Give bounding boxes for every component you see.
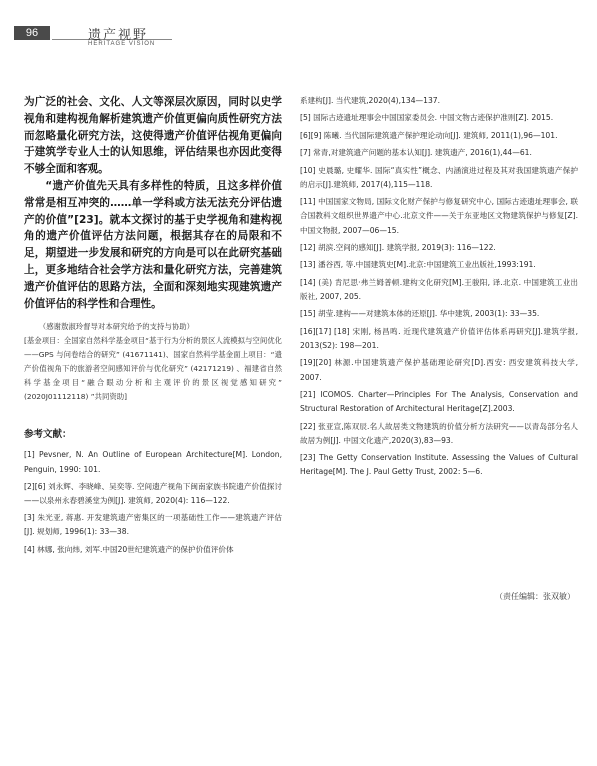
- reference-item: [13] 潘谷西, 等.中国建筑史[M].北京:中国建筑工业出版社,1993:191.: [300, 260, 536, 270]
- reference-item: [15] 胡莹.建构——对建筑本体的还原[J]. 华中建筑, 2003(1): 33—35.: [300, 309, 540, 319]
- reference-item: [19][20] 林源.中国建筑遗产保护基础理论研究[D].西安: 西安建筑科技大学, 2007.: [300, 358, 578, 382]
- body-paragraph-1: 为广泛的社会、文化、人文等深层次原因，同时以史学视角和建构视角解析建筑遗产价值更偏向质性研究方法而忽略量化研究方法，这使得遗产价值评估视角更偏向于建筑学专业人士的认知思维，评估结果也亦因此变得不够全面和客观。: [24, 96, 282, 176]
- editor-note: （责任编辑：张双敏）: [495, 592, 575, 601]
- journal-title: 遗产视野: [88, 28, 149, 43]
- reference-item: [16][17] [18] 宋刚, 杨昌鸣. 近现代建筑遗产价值评估体系再研究[J].建筑学报, 2013(S2): 198—201.: [300, 326, 578, 350]
- funding-note: [24, 320, 282, 404]
- reference-item: [23] The Getty Conservation Institute. Assessing the Values of Cultural Heritage[M]. The J. Paul Getty Trust, 2002: 5—6.: [300, 453, 578, 477]
- reference-item: [3] 朱光亚, 蒋惠. 开发建筑遗产密集区的一项基础性工作——建筑遗产评估[J]. 规划师, 1996(1): 33—38.: [24, 513, 282, 537]
- right-column: [300, 94, 578, 483]
- journal-subtitle: HERITAGE VISION: [88, 41, 156, 47]
- reference-item: [4] 林娜, 张向炜, 刘军.中国20世纪建筑遗产的保护价值评价体: [24, 544, 234, 554]
- reference-item: [22] 张亚宣,陈双辰.名人故居类文物建筑的价值分析方法研究——以青岛部分名人故居为例[J]. 中国文化遗产,2020(3),83—93.: [300, 421, 578, 445]
- reference-item: [2][6] 刘永辉、李晓峰、吴奕等. 空间遗产视角下闽南家族书院遗产价值探讨——以泉州永春碧溪堂为例[J]. 建筑师, 2020(4): 116—122.: [24, 481, 282, 505]
- references-title: 参考文献：: [24, 429, 72, 441]
- reference-item: [10] 史晨璐, 史耀华. 国际“真实性”概念、内涵演进过程及其对我国建筑遗产保护的启示[J].建筑师, 2017(4),115—118.: [300, 165, 578, 189]
- funding-text: [基金项目：全国家自然科学基金项目“基于行为分析的景区人流模拟与空间优化——GPS 与问卷结合的研究” (41671141)、国家自然科学基金面上项目：“遗产价值视角下的旅游者空间感知评价与优化研究” (42171219) 、福建省自然科学基金项目“融合眼动分析和主观评价的景区视觉感知研究” (2020J01112118) ”共同资助]: [24, 336, 282, 402]
- reference-item: [12] 胡滨.空间的感知[J]. 建筑学报, 2019(3): 116—122.: [300, 242, 496, 252]
- reference-item: [5] 国际古迹遗址理事会中国国家委员会. 中国文物古迹保护准则[Z]. 2015.: [300, 113, 554, 123]
- reference-item: [1] Pevsner, N. An Outline of European Architecture[M]. London, Penguin, 1990: 101.: [24, 450, 282, 474]
- left-column: [24, 94, 282, 560]
- reference-item: [14] (美) 肯尼思·弗兰姆普顿.建构文化研究[M].王骏阳, 译.北京. 中国建筑工业出版社, 2007, 205.: [300, 277, 578, 301]
- acknowledgment: （感谢敖淑玲督导对本研究给予的支持与协助）: [38, 322, 195, 332]
- reference-item: 系建构[J]. 当代建筑,2020(4),134—137.: [300, 96, 441, 105]
- reference-item: [21] ICOMOS. Charter—Principles For The Analysis, Conservation and Structural Restoration of Architectural Heritage[Z].2003.: [300, 389, 578, 414]
- reference-item: [7] 常青,对建筑遗产问题的基本认知[J]. 建筑遗产, 2016(1),44—61.: [300, 148, 532, 158]
- body-paragraph-2: “遗产价值先天具有多样性的特质，且这多样价值常常是相互冲突的……单一学科或方法无法充分评估遗产的价值”[23]。就本文探讨的基于史学视角和建构视角的遗产价值评估方法问题，根据其存在的局限和不足，期望进一步发展和研究的方向是可以在此研究基础上，更多地结合社会学方法和量化研究方法，完善建筑遗产价值评估的思路方法，全面和深刻地实现建筑遗产价值评估的科学性和合理性。: [24, 179, 282, 310]
- reference-item: [11] 中国国家文物局, 国际文化财产保护与修复研究中心, 国际古迹遗址理事会, 联合国教科文组织世界遗产中心.北京文件——关于东亚地区文物建筑保护与修复[Z]. 中国文物报, 2007—06—15.: [300, 197, 578, 235]
- page-number: 96: [14, 26, 50, 40]
- reference-item: [6][9] 陈曦. 当代国际建筑遗产保护理论动向[J]. 建筑师, 2011(1),96—101.: [300, 130, 558, 140]
